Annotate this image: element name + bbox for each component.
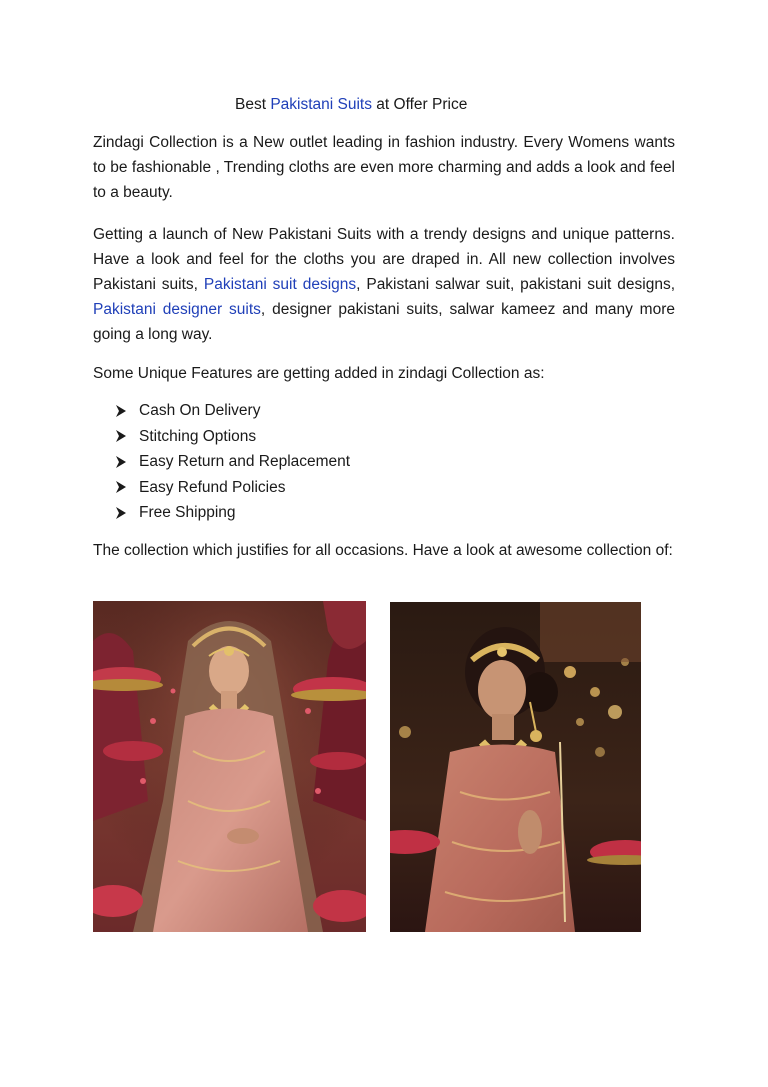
- launch-text-3: , designer pakistani suits, salwar kameez and many more going a long way.: [93, 301, 675, 343]
- bridal-suit-photo-left: [93, 601, 366, 932]
- feature-label: Cash On Delivery: [139, 402, 261, 419]
- arrowhead-bullet-icon: [115, 455, 139, 469]
- title-prefix: Best: [235, 96, 271, 113]
- feature-label: Free Shipping: [139, 504, 236, 521]
- arrowhead-bullet-icon: [115, 506, 139, 520]
- feature-label: Easy Return and Replacement: [139, 453, 351, 470]
- feature-item: [115, 424, 350, 450]
- launch-paragraph: [93, 222, 675, 347]
- bridal-suit-photo-right: [390, 602, 641, 932]
- arrowhead-bullet-icon: [115, 429, 139, 443]
- feature-item: [115, 449, 350, 475]
- arrowhead-bullet-icon: [115, 404, 139, 418]
- feature-item: [115, 500, 350, 526]
- features-list: [115, 398, 350, 526]
- feature-label: Stitching Options: [139, 427, 257, 445]
- features-intro: Some Unique Features are getting added in zindagi Collection as:: [93, 365, 545, 382]
- document-title: [235, 94, 467, 116]
- feature-label: Easy Refund Policies: [139, 478, 286, 496]
- launch-text-2: , Pakistani salwar suit, pakistani suit designs,: [356, 276, 676, 293]
- pakistani-designer-suits-link[interactable]: Pakistani designer suits: [93, 301, 261, 318]
- feature-item: [115, 475, 350, 501]
- feature-item: [115, 398, 350, 424]
- launch-text-1: Getting a launch of New Pakistani Suits with a trendy designs and unique patterns. Have a look and feel for the cloths you are draped in. All new collection involves Pakistani suits,: [93, 226, 675, 293]
- pakistani-suits-link[interactable]: Pakistani Suits: [270, 96, 372, 113]
- intro-paragraph: Zindagi Collection is a New outlet leading in fashion industry. Every Womens wants to be fashionable , Trending cloths are even more charming and adds a look and feel to a beauty.: [93, 134, 675, 201]
- arrowhead-bullet-icon: [115, 480, 139, 494]
- pakistani-suit-designs-link[interactable]: Pakistani suit designs: [203, 276, 357, 293]
- title-suffix: at Offer Price: [372, 96, 468, 113]
- closing-paragraph: The collection which justifies for all occasions. Have a look at awesome collection of:: [93, 542, 673, 559]
